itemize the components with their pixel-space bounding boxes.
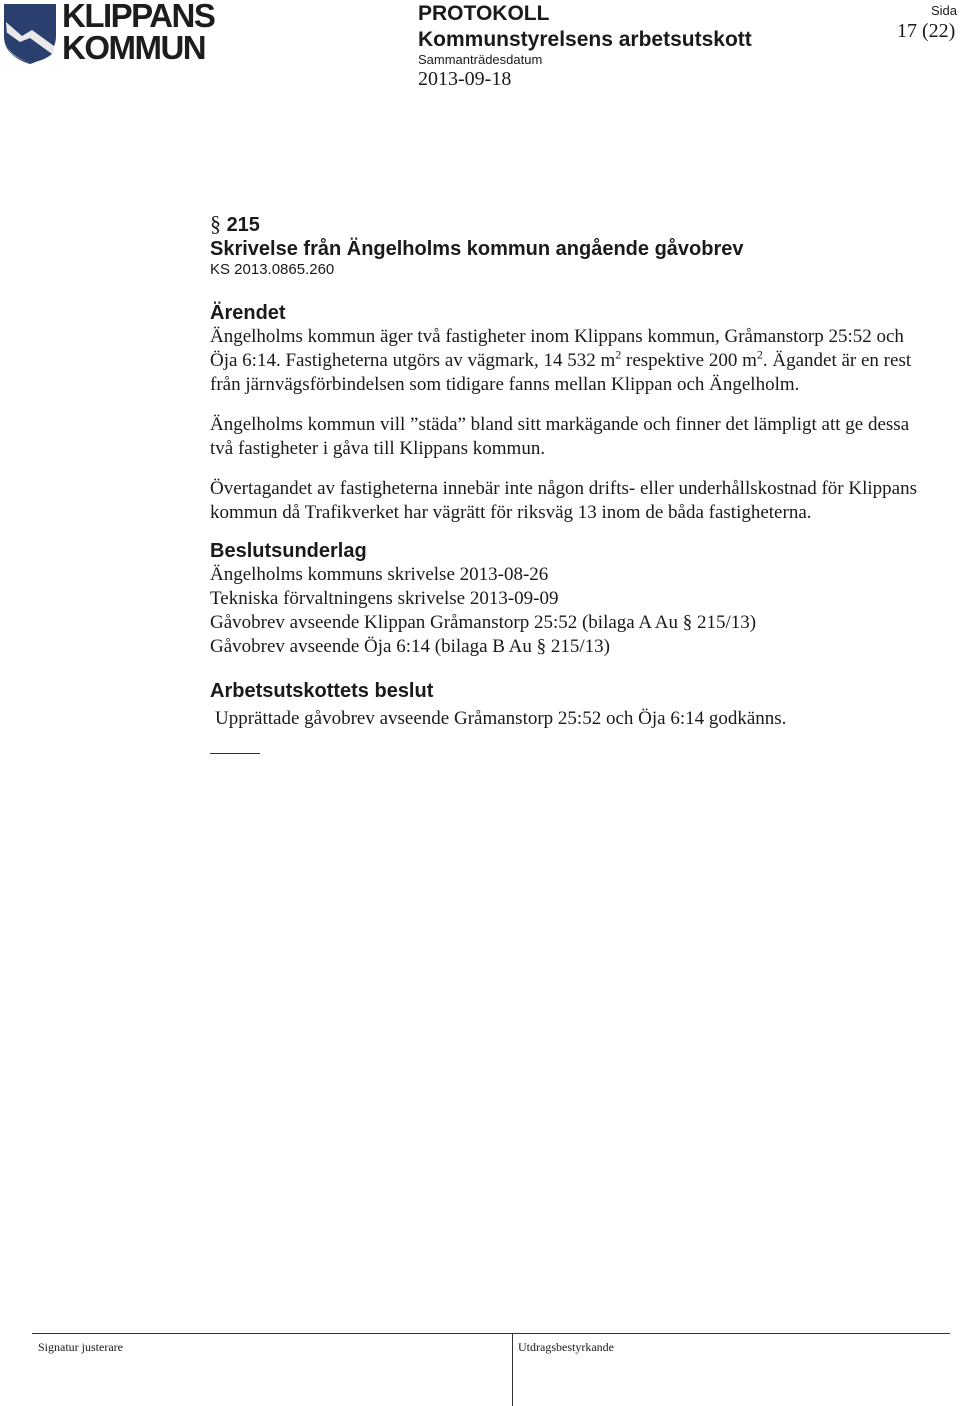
arendet-heading: Ärendet <box>210 302 286 324</box>
arendet-paragraph-1 <box>210 325 930 397</box>
beslutsunderlag-heading: Beslutsunderlag <box>210 540 367 562</box>
committee-name: Kommunstyrelsens arbetsutskott <box>418 28 752 51</box>
logo-line-1: KLIPPANS <box>62 0 215 34</box>
beslut-text: Upprättade gåvobrev avseende Gråmanstorp 25:52 och Öja 6:14 godkänns. <box>215 708 787 729</box>
arendet-p1-part-c: . Ägandet är en rest från järnvägsförbindelsen som tidigare fanns mellan Klippan och Ängelholm. <box>210 350 912 395</box>
meeting-date: 2013-09-18 <box>418 68 512 90</box>
item-number: 215 <box>226 214 260 236</box>
signature-label: Signatur justerare <box>38 1340 123 1354</box>
arendet-p1-part-b: respektive 200 m <box>621 350 757 371</box>
date-label: Sammanträdesdatum <box>418 52 543 67</box>
section-sign-icon: § <box>210 211 221 236</box>
underlag-item: Tekniska förvaltningens skrivelse 2013-09-09 <box>210 588 559 609</box>
coat-of-arms-icon <box>2 2 58 66</box>
case-number: KS 2013.0865.260 <box>210 261 335 278</box>
arendet-p1-part-a: Ängelholms kommun äger två fastigheter inom Klippans kommun, Gråmanstorp 25:52 och Öja 6:14. Fastigheterna utgörs av vägmark, 14 532 m <box>210 326 904 371</box>
logo-wordmark <box>62 0 222 64</box>
underlag-item: Gåvobrev avseende Öja 6:14 (bilaga B Au § 215/13) <box>210 636 610 657</box>
underlag-item: Gåvobrev avseende Klippan Gråmanstorp 25:52 (bilaga A Au § 215/13) <box>210 612 757 633</box>
underlag-item: Ängelholms kommuns skrivelse 2013-08-26 <box>210 564 549 585</box>
document-body <box>210 212 930 754</box>
document-type: PROTOKOLL <box>418 2 550 25</box>
superscript-2: 2 <box>615 347 622 362</box>
footer-divider <box>512 1333 513 1406</box>
logo-line-2: KOMMUN <box>62 29 206 66</box>
extract-certified-label: Utdragsbestyrkande <box>518 1340 614 1354</box>
page-label: Sida <box>931 3 958 18</box>
footer-rule <box>32 1333 950 1334</box>
arendet-paragraph-3: Övertagandet av fastigheterna innebär inte någon drifts- eller underhållskostnad för Klippans kommun då Trafikverket har vägrätt för riksväg 13 inom de båda fastigheterna. <box>210 478 917 523</box>
arendet-paragraph-2: Ängelholms kommun vill ”städa” bland sitt markägande och finner det lämpligt att ge dessa två fastigheter i gåva till Klippans kommun. <box>210 414 910 459</box>
beslut-heading: Arbetsutskottets beslut <box>210 680 434 702</box>
superscript-2: 2 <box>756 347 763 362</box>
end-separator <box>210 753 260 754</box>
page-number: 17 (22) <box>897 20 956 42</box>
klippans-kommun-logo <box>2 2 214 68</box>
item-title: Skrivelse från Ängelholms kommun angående gåvobrev <box>210 238 744 260</box>
paragraph-number <box>210 212 930 237</box>
